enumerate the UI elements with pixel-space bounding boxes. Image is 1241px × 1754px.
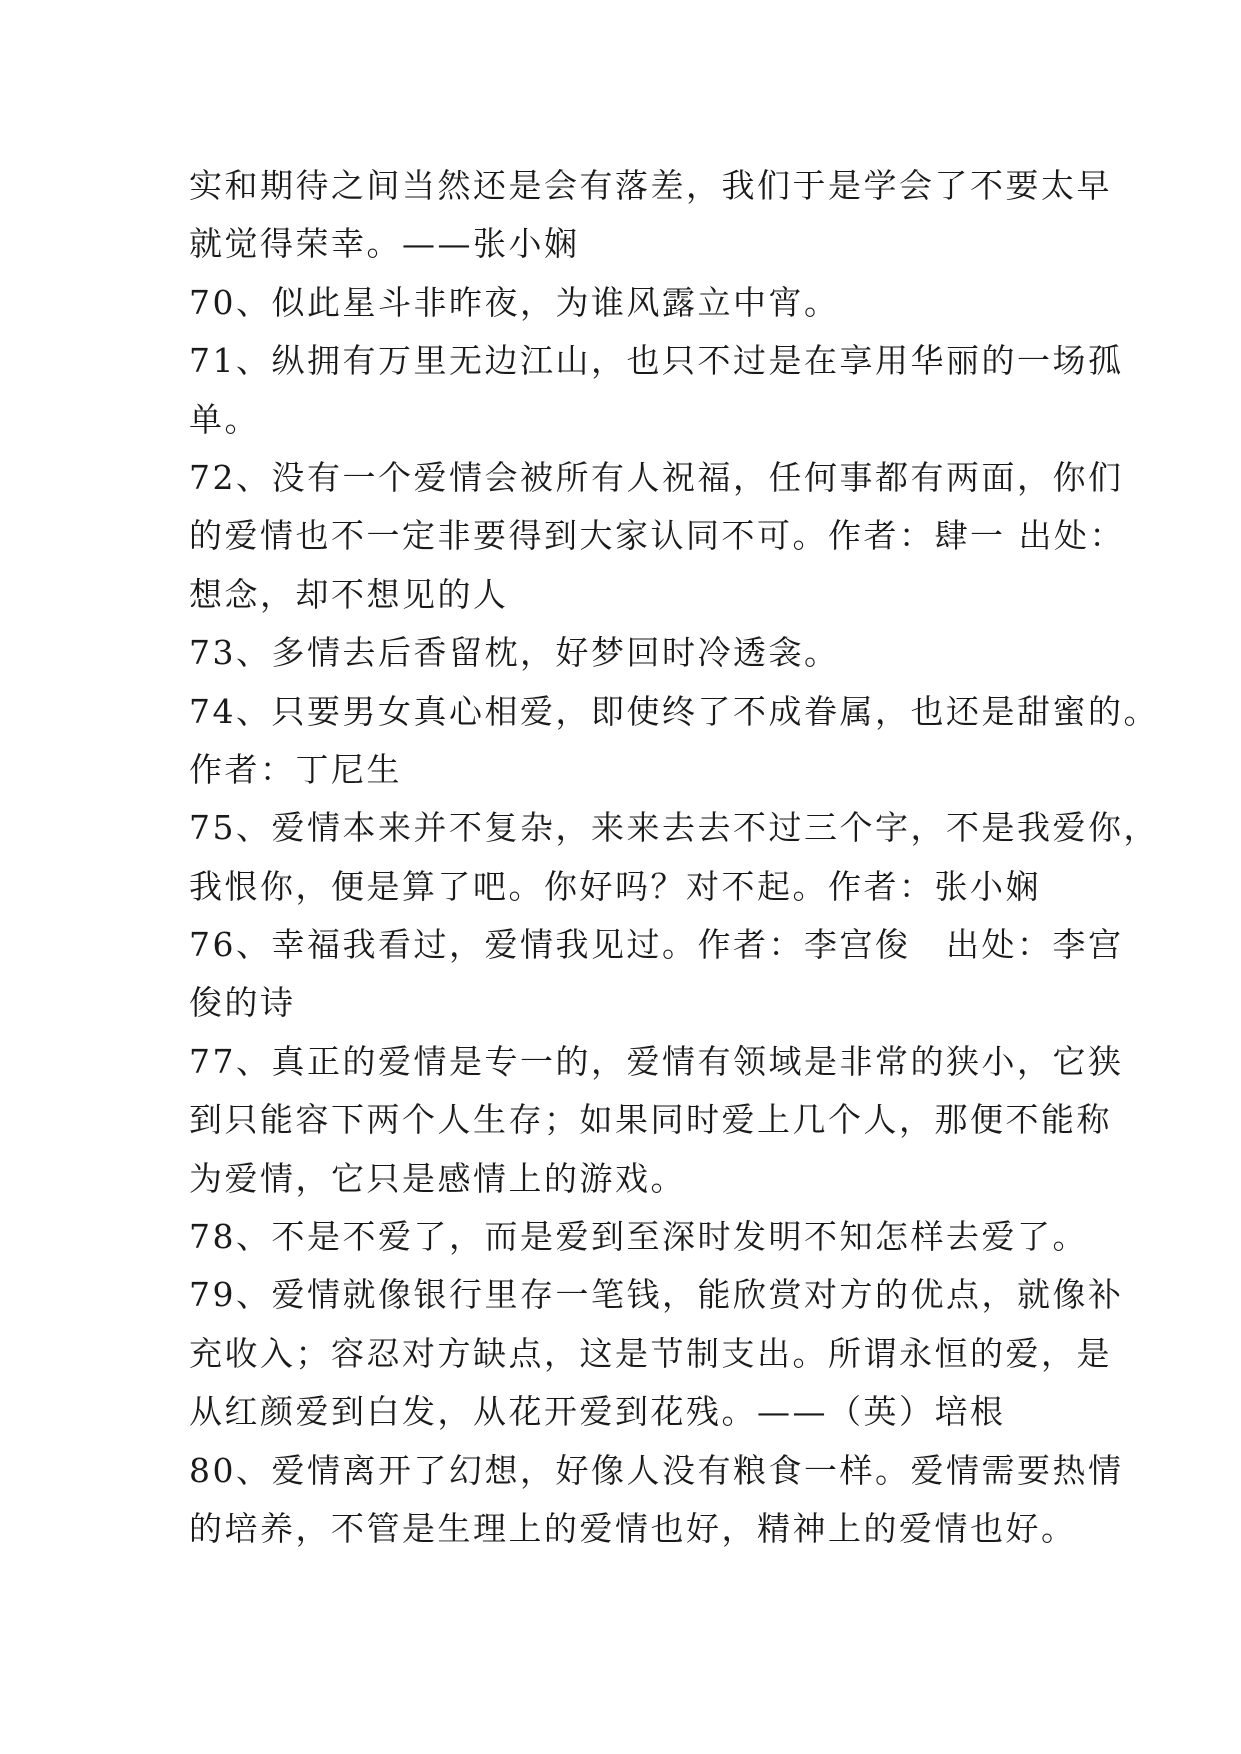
text-line: 充收入；容忍对方缺点，这是节制支出。所谓永恒的爱，是 xyxy=(189,1333,1112,1373)
text-line: 为爱情，它只是感情上的游戏。 xyxy=(189,1158,686,1198)
text-line: 77、真正的爱情是专一的，爱情有领域是非常的狭小，它狭 xyxy=(189,1041,1124,1081)
text-line: 单。 xyxy=(189,399,260,439)
text-line: 73、多情去后香留枕，好梦回时冷透衾。 xyxy=(189,633,840,673)
text-line: 我恨你，便是算了吧。你好吗？对不起。作者：张小娴 xyxy=(189,866,1041,906)
text-line: 从红颜爱到白发，从花开爱到花残。——（英）培根 xyxy=(189,1392,1006,1432)
text-line: 70、似此星斗非昨夜，为谁风露立中宵。 xyxy=(189,282,840,322)
document-body xyxy=(189,157,1159,1558)
text-line: 俊的诗 xyxy=(189,983,296,1023)
text-line: 75、爱情本来并不复杂，来来去去不过三个字，不是我爱你， xyxy=(189,808,1159,848)
text-line: 72、没有一个爱情会被所有人祝福，任何事都有两面，你们 xyxy=(189,457,1124,497)
text-line: 实和期待之间当然还是会有落差，我们于是学会了不要太早 xyxy=(189,166,1112,205)
text-line: 80、爱情离开了幻想，好像人没有粮食一样。爱情需要热情 xyxy=(189,1450,1124,1490)
text-line: 作者：丁尼生 xyxy=(189,749,402,789)
text-line: 就觉得荣幸。——张小娴 xyxy=(189,224,580,264)
text-line: 的爱情也不一定非要得到大家认同不可。作者：肆一 出处： xyxy=(189,516,1125,556)
text-line: 的培养，不管是生理上的爱情也好，精神上的爱情也好。 xyxy=(189,1508,1077,1548)
text-line: 79、爱情就像银行里存一笔钱，能欣赏对方的优点，就像补 xyxy=(189,1275,1124,1315)
text-line: 想念，却不想见的人 xyxy=(189,574,509,614)
text-line: 76、幸福我看过，爱情我见过。作者：李宫俊 出处：李宫 xyxy=(189,925,1124,965)
text-line: 78、不是不爱了，而是爱到至深时发明不知怎样去爱了。 xyxy=(189,1217,1088,1257)
text-line: 到只能容下两个人生存；如果同时爱上几个人，那便不能称 xyxy=(189,1100,1112,1140)
text-line: 71、纵拥有万里无边江山，也只不过是在享用华丽的一场孤 xyxy=(189,341,1124,381)
text-line: 74、只要男女真心相爱，即使终了不成眷属，也还是甜蜜的。 xyxy=(189,691,1159,731)
